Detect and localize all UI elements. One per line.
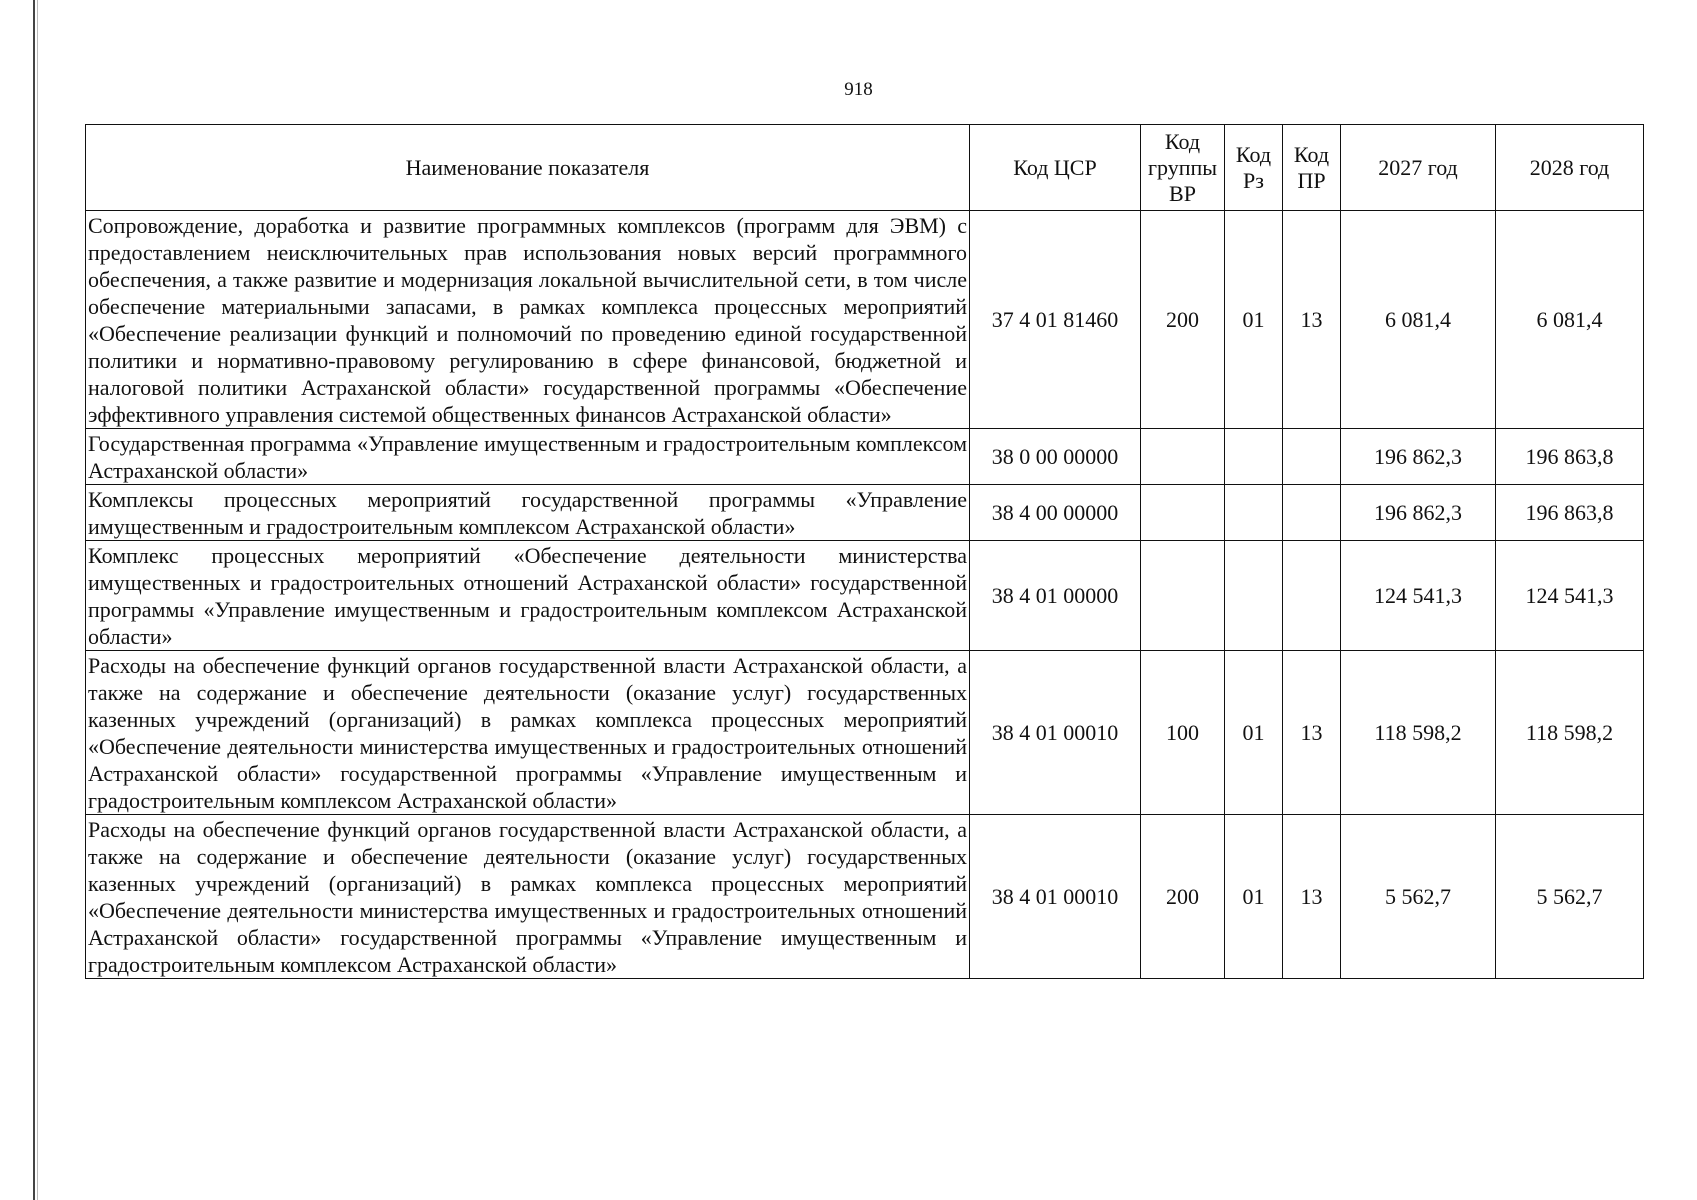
cell-csr: 38 4 01 00010	[970, 815, 1141, 979]
cell-pr: 13	[1283, 815, 1341, 979]
cell-rz: 01	[1225, 815, 1283, 979]
cell-pr: 13	[1283, 651, 1341, 815]
cell-name: Комплекс процессных мероприятий «Обеспечение деятельности министерства имущественных и градостроительных отношений Астраханской области» государственной программы «Управление имущественным и градостроительным комплексом Астраханской области»	[86, 541, 970, 651]
cell-2028: 6 081,4	[1496, 211, 1644, 429]
cell-name: Расходы на обеспечение функций органов государственной власти Астраханской области, а также на содержание и обеспечение деятельности (оказание услуг) государственных казенных учреждений (организаций) в рамках комплекса процессных мероприятий «Обеспечение деятельности министерства имущественных и градостроительных отношений Астраханской области» государственной программы «Управление имущественным и градостроительным комплексом Астраханской области»	[86, 651, 970, 815]
header-vr: Код группы ВР	[1141, 125, 1225, 211]
cell-pr	[1283, 541, 1341, 651]
table-row	[86, 211, 1644, 429]
cell-2027: 5 562,7	[1341, 815, 1496, 979]
cell-vr: 200	[1141, 815, 1225, 979]
table-header-row	[86, 125, 1644, 211]
cell-2028: 124 541,3	[1496, 541, 1644, 651]
cell-2027: 118 598,2	[1341, 651, 1496, 815]
header-name: Наименование показателя	[86, 125, 970, 211]
page-number	[0, 79, 1697, 101]
cell-pr	[1283, 429, 1341, 485]
cell-2028: 5 562,7	[1496, 815, 1644, 979]
cell-2027: 196 862,3	[1341, 485, 1496, 541]
table-row	[86, 485, 1644, 541]
cell-vr: 100	[1141, 651, 1225, 815]
cell-vr	[1141, 485, 1225, 541]
cell-name: Сопровождение, доработка и развитие программных комплексов (программ для ЭВМ) с предоставлением неисключительных прав использования новых версий программного обеспечения, а также развитие и модернизация локальной вычислительной сети, в том числе обеспечение материальными запасами, в рамках комплекса процессных мероприятий «Обеспечение реализации функций и полномочий по проведению единой государственной политики и нормативно-правовому регулированию в сфере финансовой, бюджетной и налоговой политики Астраханской области» государственной программы «Обеспечение эффективного управления системой общественных финансов Астраханской области»	[86, 211, 970, 429]
cell-csr: 38 4 01 00000	[970, 541, 1141, 651]
header-rz: Код Рз	[1225, 125, 1283, 211]
header-csr: Код ЦСР	[970, 125, 1141, 211]
cell-csr: 37 4 01 81460	[970, 211, 1141, 429]
cell-2028: 196 863,8	[1496, 485, 1644, 541]
cell-rz	[1225, 541, 1283, 651]
cell-2027: 196 862,3	[1341, 429, 1496, 485]
table-row	[86, 541, 1644, 651]
cell-vr: 200	[1141, 211, 1225, 429]
page-number-text: 918	[844, 79, 873, 100]
cell-csr: 38 4 00 00000	[970, 485, 1141, 541]
cell-name: Расходы на обеспечение функций органов государственной власти Астраханской области, а также на содержание и обеспечение деятельности (оказание услуг) государственных казенных учреждений (организаций) в рамках комплекса процессных мероприятий «Обеспечение деятельности министерства имущественных и градостроительных отношений Астраханской области» государственной программы «Управление имущественным и градостроительным комплексом Астраханской области»	[86, 815, 970, 979]
cell-name: Комплексы процессных мероприятий государственной программы «Управление имущественным и градостроительным комплексом Астраханской области»	[86, 485, 970, 541]
cell-rz	[1225, 429, 1283, 485]
cell-vr	[1141, 541, 1225, 651]
cell-csr: 38 4 01 00010	[970, 651, 1141, 815]
cell-pr: 13	[1283, 211, 1341, 429]
cell-name: Государственная программа «Управление имущественным и градостроительным комплексом Астраханской области»	[86, 429, 970, 485]
cell-pr	[1283, 485, 1341, 541]
cell-rz: 01	[1225, 211, 1283, 429]
scan-edge-shadow	[37, 0, 38, 1200]
table-row	[86, 429, 1644, 485]
table-row	[86, 815, 1644, 979]
cell-csr: 38 0 00 00000	[970, 429, 1141, 485]
cell-rz: 01	[1225, 651, 1283, 815]
header-2028: 2028 год	[1496, 125, 1644, 211]
cell-rz	[1225, 485, 1283, 541]
scan-edge-line	[33, 0, 35, 1200]
cell-2027: 6 081,4	[1341, 211, 1496, 429]
cell-2028: 196 863,8	[1496, 429, 1644, 485]
budget-table	[85, 124, 1644, 979]
cell-2027: 124 541,3	[1341, 541, 1496, 651]
header-2027: 2027 год	[1341, 125, 1496, 211]
cell-2028: 118 598,2	[1496, 651, 1644, 815]
header-pr: Код ПР	[1283, 125, 1341, 211]
table-row	[86, 651, 1644, 815]
cell-vr	[1141, 429, 1225, 485]
